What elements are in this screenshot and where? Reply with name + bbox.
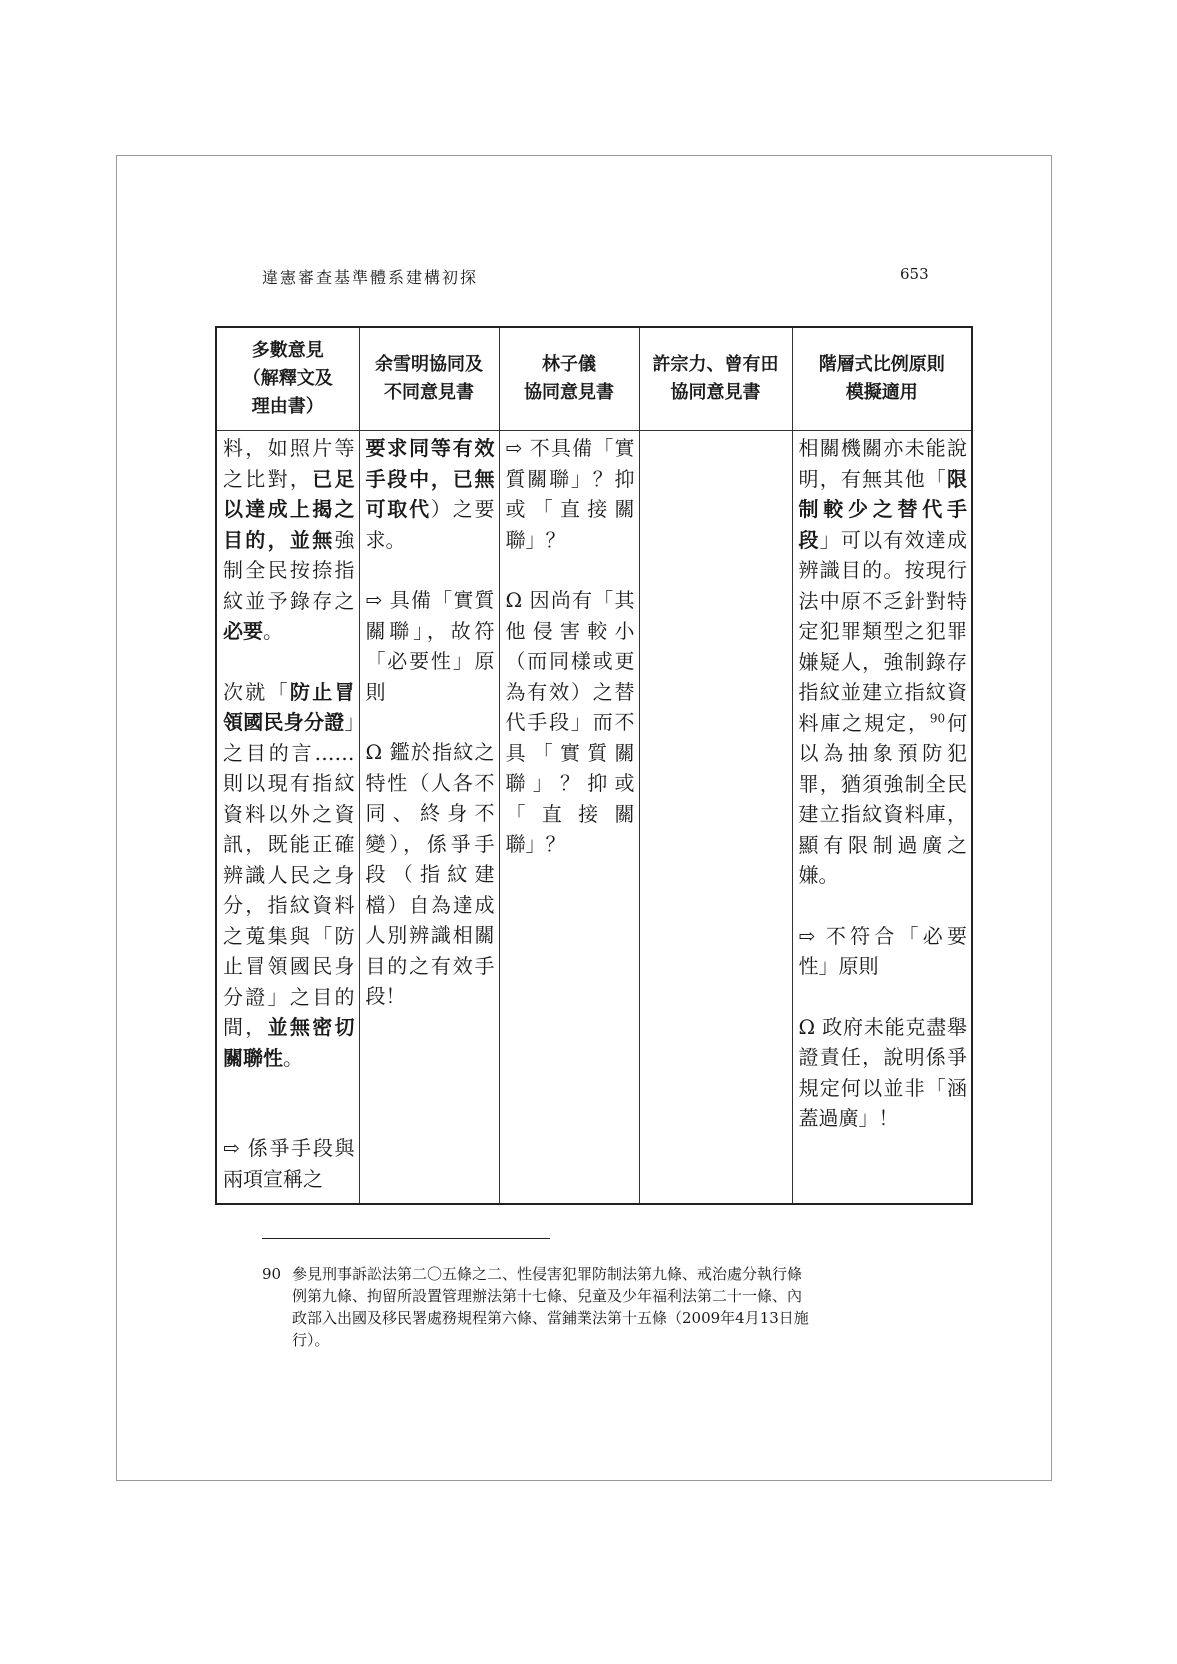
- cell-hsu-tseng-opinion: [639, 431, 792, 1205]
- header-yu-opinion: 余雪明協同及 不同意見書: [359, 327, 499, 431]
- yu-paragraph-2: ⇨ 具備「實質關聯」，故符「必要性」原則: [365, 588, 495, 704]
- table-row: [216, 431, 972, 1205]
- opinions-comparison-table: [215, 326, 973, 1205]
- text-span: 。: [283, 1045, 303, 1070]
- cell-lin-opinion: [499, 431, 639, 1205]
- paragraph-gap: [223, 1073, 355, 1103]
- footnote-number: 90: [262, 1265, 282, 1283]
- emphasis-text: 防止冒領國民身分證: [223, 679, 355, 734]
- paragraph-gap: [799, 982, 968, 1012]
- cell-yu-opinion: [359, 431, 499, 1205]
- simulation-paragraph-3: Ω 政府未能克盡舉證責任，說明係爭規定何以並非「涵蓋過廣」！: [798, 1014, 967, 1130]
- footnote: [262, 1263, 924, 1351]
- footnote-reference: 90: [929, 710, 946, 725]
- text-span: 何以為抽象預防犯罪，猶須強制全民建立指紋資料庫，顯有限制過廣之嫌。: [798, 710, 968, 887]
- paragraph-gap: [506, 555, 635, 585]
- header-proportionality-simulation: 階層式比例原則 模擬適用: [792, 327, 972, 431]
- cell-proportionality-simulation: [792, 431, 972, 1205]
- paragraph-gap: [366, 555, 495, 585]
- text-span: 。: [263, 619, 283, 643]
- yu-paragraph-3: Ω 鑑於指紋之特性（人各不同、終身不變），係爭手段（指紋建檔）自為達成人別辨識相關目的之有效手段！: [365, 740, 495, 1008]
- text-span: 料，如照片等之比對，: [223, 436, 355, 491]
- running-title: 違憲審查基準體系建構初探: [262, 268, 479, 287]
- lin-paragraph-2: Ω 因尚有「其他侵害較小（而同樣或更為有效）之替代手段」而不具「實質關聯」？抑或「直接關聯」？: [505, 588, 635, 856]
- text-span: 次就「: [223, 679, 290, 704]
- simulation-paragraph-2: ⇨ 不符合「必要性」原則: [798, 923, 967, 978]
- text-span: ）之要求。: [365, 497, 495, 552]
- paragraph-gap: [223, 647, 355, 677]
- emphasis-text: 要求同等有效手段中，已無可取代: [365, 436, 495, 521]
- majority-paragraph-1: [223, 433, 355, 647]
- paragraph-gap: [366, 707, 495, 737]
- footnote-text: 參見刑事訴訟法第二〇五條之二、性侵害犯罪防制法第九條、戒治處分執行條 例第九條、拘留所設置管理辦法第十七條、兒童及少年福利法第二十一條、內 政部入出國及移民署處務規程第六條、當鋪業法第十五條（2009年4月13日施 行）。: [292, 1265, 809, 1349]
- emphasis-text: 已足以達成上揭之目的，並無: [223, 466, 355, 552]
- paragraph-gap: [799, 891, 968, 921]
- emphasis-text: 並無密切關聯性: [223, 1015, 355, 1070]
- text-span: 」之目的言……則以現有指紋資料以外之資訊，既能正確辨識人民之身分，指紋資料之蒐集與「防止冒領國民身分證」之目的間，: [223, 710, 355, 1039]
- emphasis-text: 限制較少之替代手段: [798, 466, 967, 552]
- text-span: 強制全民按捺指紋並予錄存之: [223, 527, 355, 613]
- header-lin-opinion: 林子儀 協同意見書: [499, 327, 639, 431]
- majority-paragraph-2: [223, 677, 355, 1074]
- paragraph-gap: [223, 1103, 355, 1133]
- lin-paragraph-1: ⇨ 不具備「實質關聯」？抑或「直接關聯」？: [505, 436, 635, 552]
- page-number: 653: [900, 265, 929, 283]
- majority-paragraph-3: ⇨ 係爭手段與兩項宣稱之: [223, 1136, 355, 1191]
- header-hsu-tseng-opinion: 許宗力、曾有田 協同意見書: [639, 327, 792, 431]
- footnote-separator: [262, 1238, 550, 1239]
- text-span: 相關機關亦未能說明，有無其他「: [798, 436, 967, 491]
- table-header-row: [216, 327, 972, 431]
- simulation-paragraph-1: [799, 433, 968, 891]
- text-span: 」可以有效達成辨識目的。按現行法中原不乏針對特定犯罪類型之犯罪嫌疑人，強制錄存指紋並建立指紋資料庫之規定，: [798, 527, 968, 735]
- cell-majority-opinion: [216, 431, 359, 1205]
- emphasis-text: 必要: [223, 619, 263, 643]
- header-majority-opinion: 多數意見 （解釋文及 理由書）: [216, 327, 359, 431]
- yu-paragraph-1: [366, 433, 495, 555]
